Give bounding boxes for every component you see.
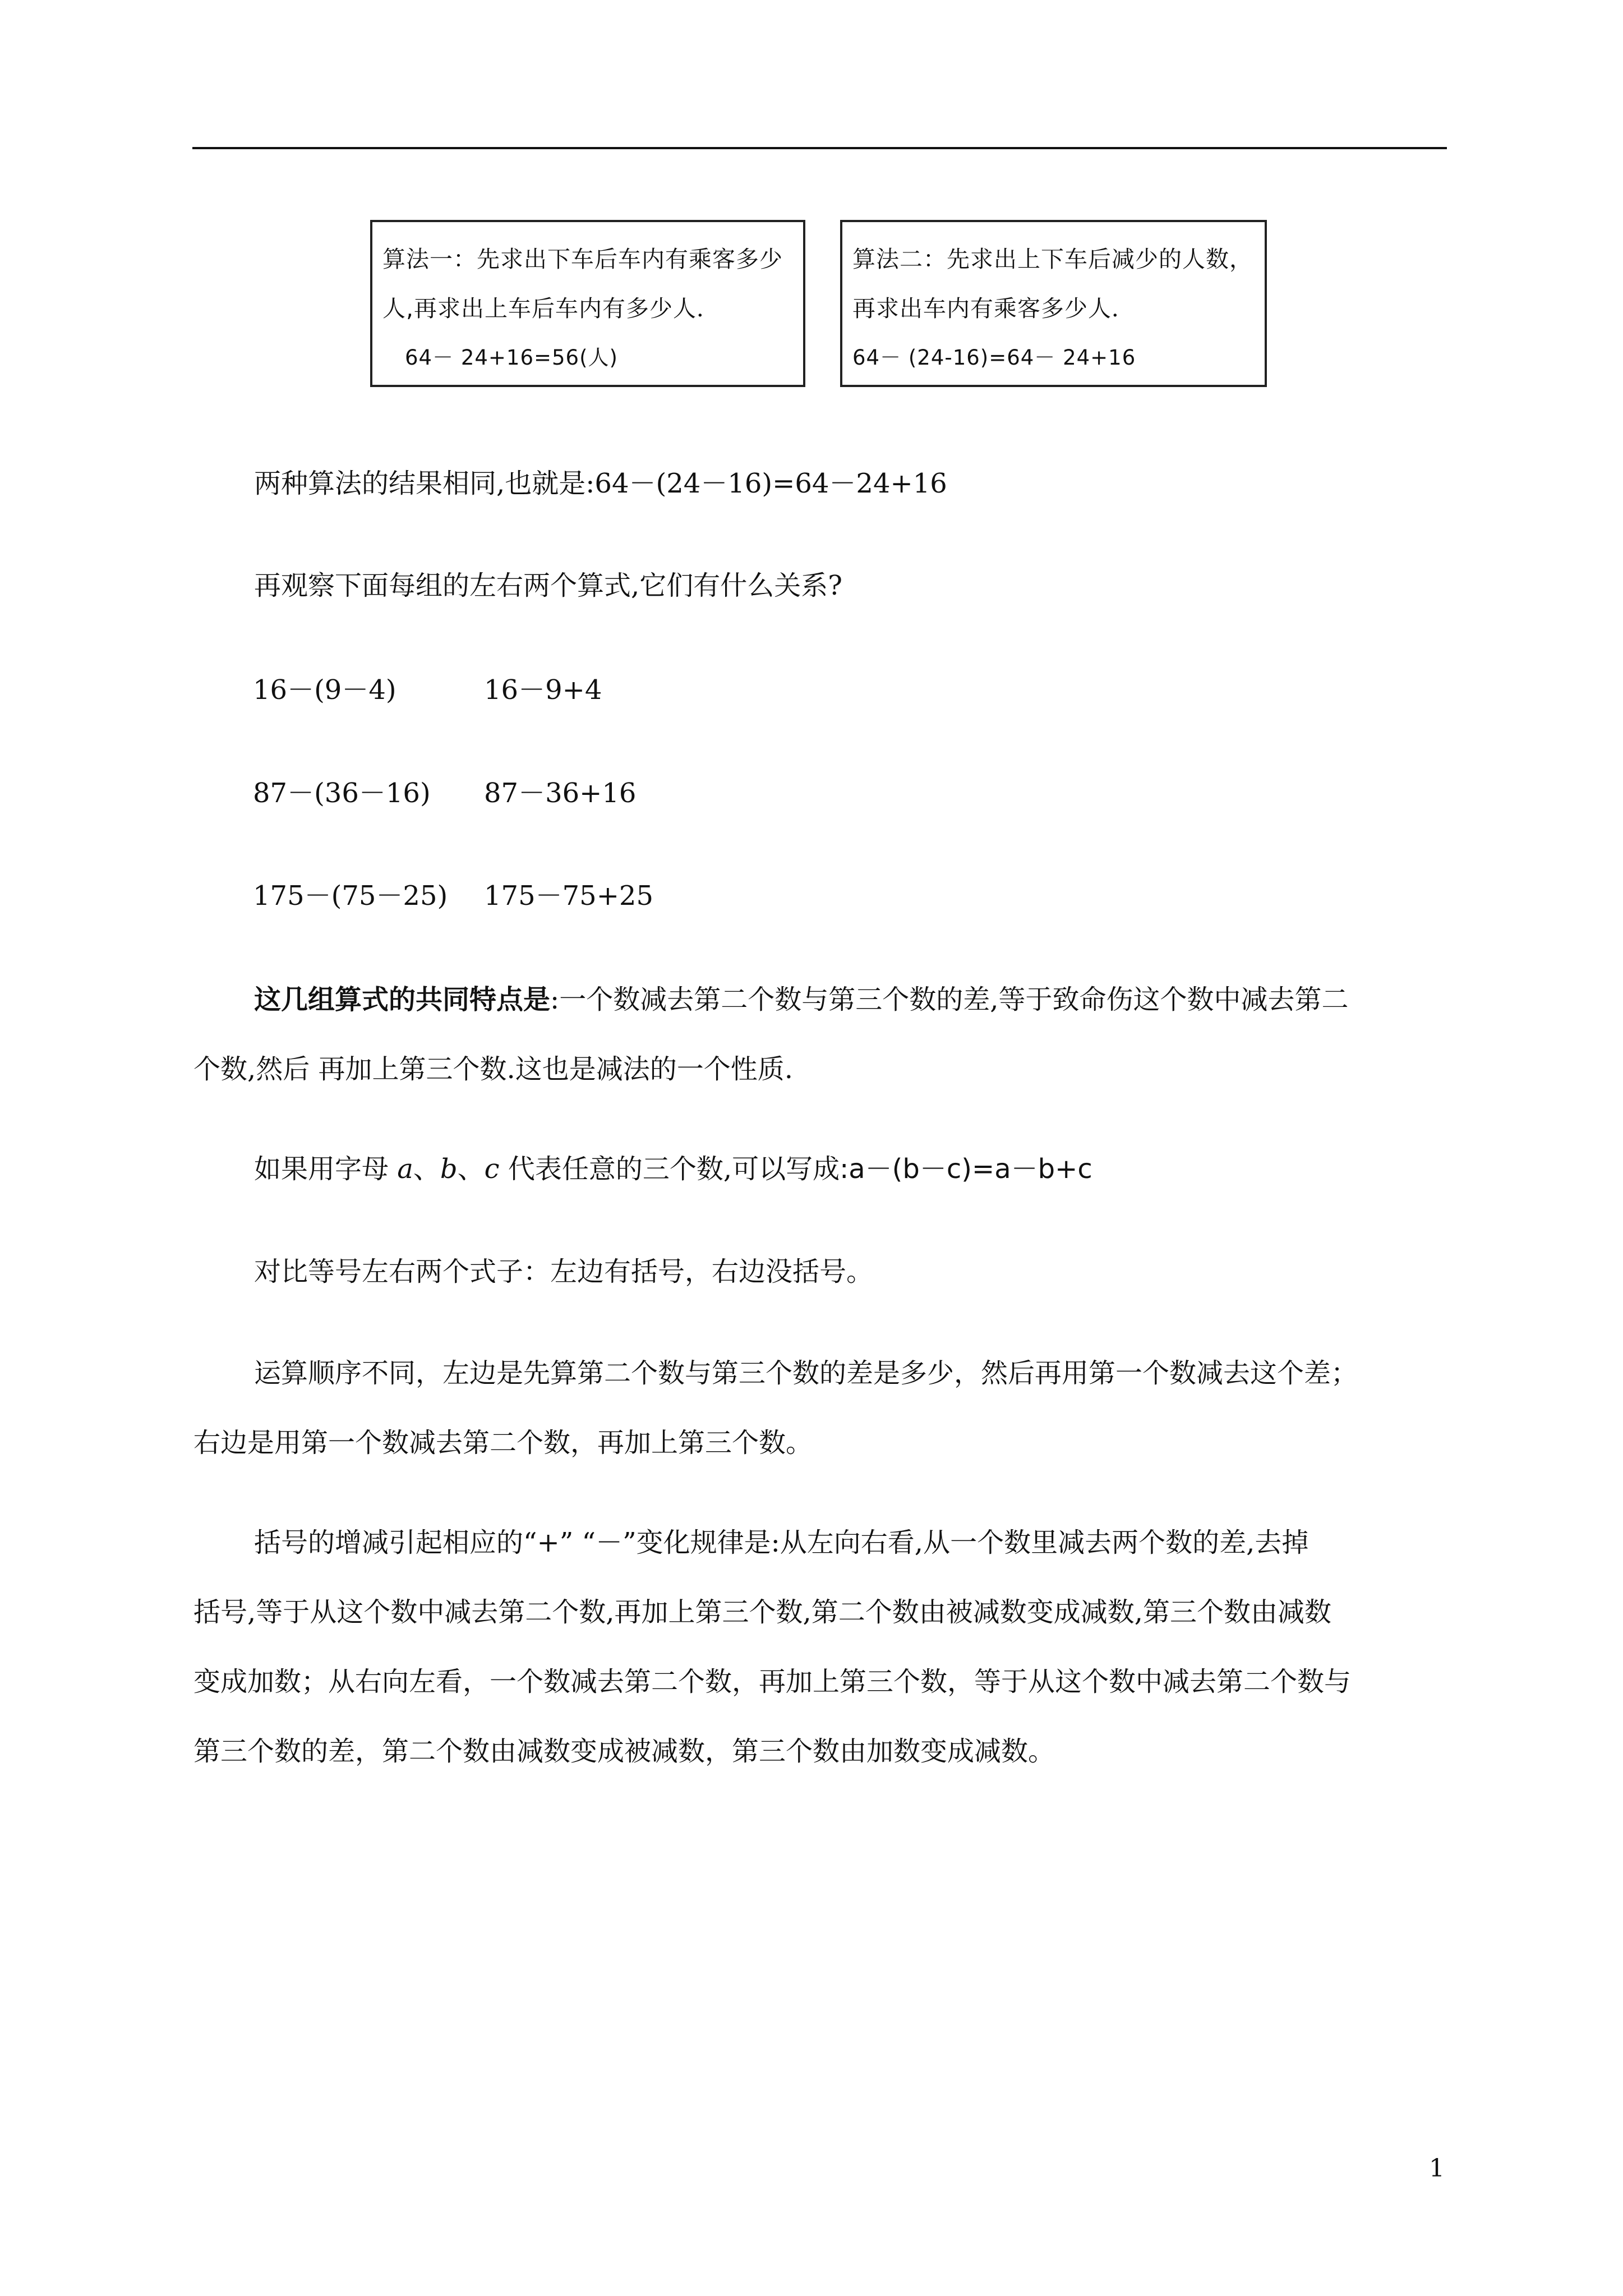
letter-a: a: [397, 1153, 413, 1185]
algorithm-two-line-2: 再求出车内有乘客多少人．: [852, 295, 1135, 322]
common-feature-paragraph: [193, 965, 1455, 1104]
expression-right: 87－36+16: [484, 777, 637, 809]
letter-separator: 、: [457, 1153, 485, 1185]
observe-paragraph: 再观察下面每组的左右两个算式,它们有什么关系?: [254, 570, 842, 601]
expression-pair-2: [253, 776, 637, 810]
order-line-2: 右边是用第一个数减去第二个数，再加上第三个数。: [193, 1427, 813, 1458]
letters-paragraph: [193, 1134, 1455, 1204]
algorithm-two-line-1: 算法二：先求出上下车后减少的人数，: [852, 246, 1253, 273]
algorithm-two-box: [840, 220, 1267, 387]
page-number: 1: [1429, 2154, 1445, 2183]
expression-left: 175－(75－25): [253, 880, 448, 912]
letter-b: b: [440, 1153, 458, 1185]
common-feature-line-2: 个数,然后 再加上第三个数.这也是减法的一个性质.: [193, 1053, 794, 1085]
expression-right: 16－9+4: [484, 674, 602, 706]
common-feature-label: 这几组算式的共同特点是: [254, 984, 551, 1015]
common-feature-line-1: [193, 965, 1455, 1034]
letters-prefix: 如果用字母: [254, 1153, 389, 1185]
common-feature-text: :一个数减去第二个数与第三个数的差,等于致命伤这个数中减去第二: [550, 984, 1349, 1015]
expression-pair-3: [253, 879, 653, 913]
rule-line-2: 括号,等于从这个数中减去第二个数,再加上第三个数,第二个数由被减数变成减数,第三个数由减数: [193, 1596, 1332, 1628]
header-rule: [192, 147, 1447, 149]
rule-line-4: 第三个数的差，第二个数由减数变成被减数，第三个数由加数变成减数。: [193, 1736, 1055, 1767]
expression-right: 175－75+25: [484, 880, 653, 912]
result-same-paragraph: 两种算法的结果相同,也就是:64－(24－16)=64－24+16: [254, 468, 947, 499]
expression-left: 87－(36－16): [253, 777, 431, 809]
rule-line-1: 括号的增减引起相应的“+” “－”变化规律是:从左向右看,从一个数里减去两个数的差,去掉: [254, 1527, 1309, 1558]
order-line-1: 运算顺序不同，左边是先算第二个数与第三个数的差是多少，然后再用第一个数减去这个差；: [254, 1358, 1358, 1389]
rule-paragraph: [193, 1508, 1455, 1786]
letters-formula: :a－(b－c)=a－b+c: [840, 1153, 1092, 1185]
algorithm-one-box: [370, 220, 805, 387]
letters-middle: 代表任意的三个数,可以写成: [508, 1153, 840, 1185]
algorithm-two-formula: 64－ (24-16)=64－ 24+16: [852, 346, 1136, 370]
algorithm-one-line-2: 人,再求出上车后车内有多少人．: [382, 295, 721, 322]
order-paragraph: [193, 1338, 1455, 1478]
algorithm-one-formula: 64－ 24+16=56(人): [405, 346, 618, 370]
letter-c: c: [484, 1153, 500, 1185]
expression-pair-1: [253, 673, 602, 707]
expression-left: 16－(9－4): [253, 674, 396, 706]
algorithm-one-line-1: 算法一：先求出下车后车内有乘客多少: [382, 246, 783, 273]
rule-line-3: 变成加数；从右向左看，一个数减去第二个数，再加上第三个数，等于从这个数中减去第二个数与: [193, 1666, 1352, 1697]
compare-paragraph: 对比等号左右两个式子：左边有括号，右边没括号。: [254, 1256, 874, 1287]
letter-separator: 、: [413, 1153, 440, 1185]
